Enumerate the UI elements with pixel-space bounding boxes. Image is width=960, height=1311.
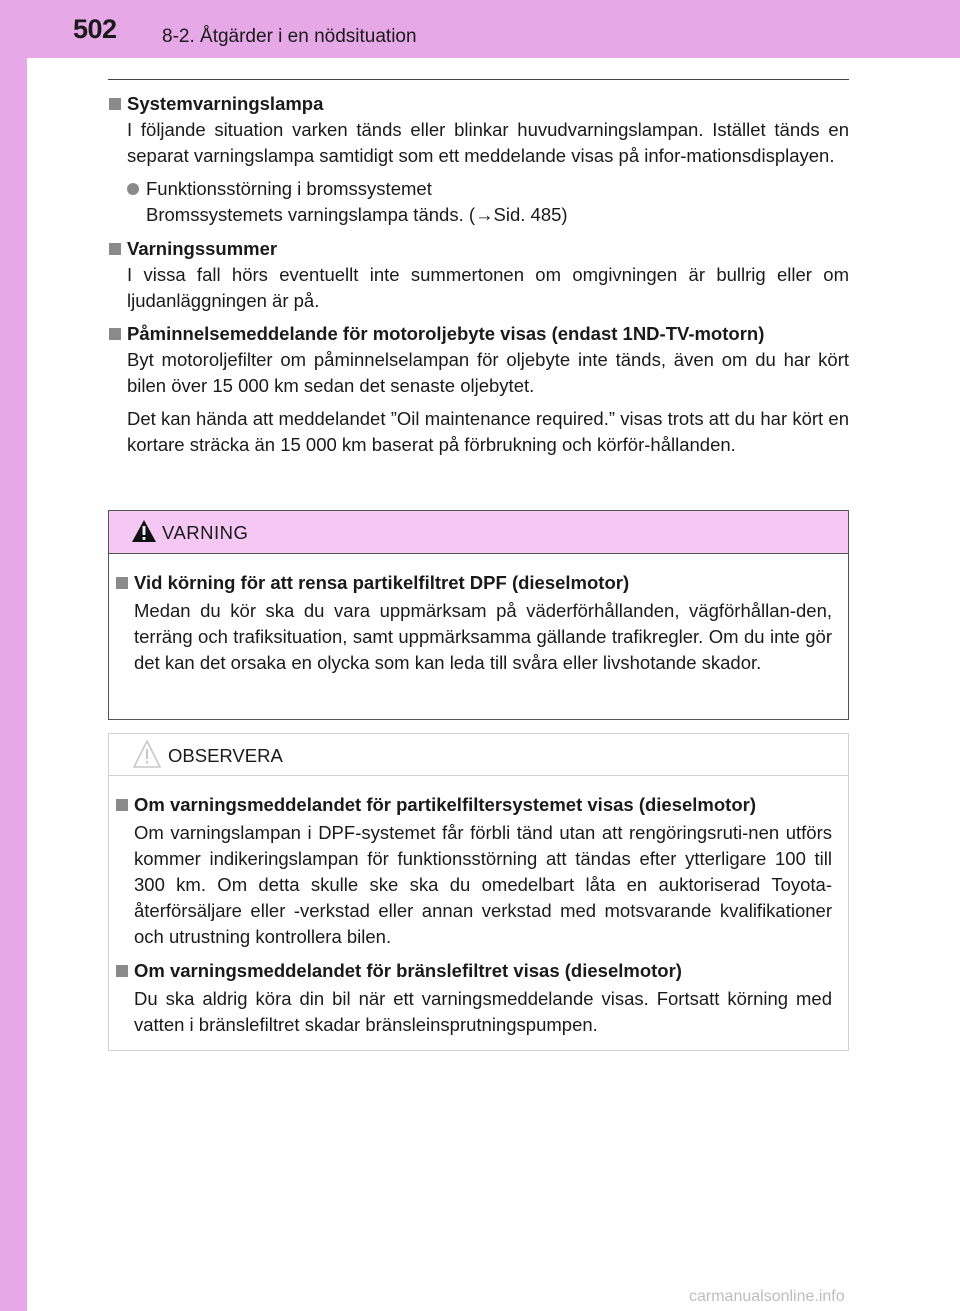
square-bullet-icon	[109, 328, 121, 340]
square-bullet-icon	[116, 577, 128, 589]
section-text: Det kan hända att meddelandet ”Oil maintenance required.” visas trots att du har kört en kortare sträcka än 15 000 km baserat på förbrukning och körför-hållanden.	[127, 408, 849, 455]
square-bullet-icon	[116, 965, 128, 977]
section-text: I vissa fall hörs eventuellt inte summertonen om omgivningen är bullrig eller om ljudanläggningen är på.	[127, 264, 849, 311]
bullet-item	[108, 176, 849, 228]
notice-text: Om varningslampan i DPF-systemet får förbli tänd utan att rengöringsruti-nen utförs kommer indikeringslampan för funktionsstörning att tändas efter ytterligare 100 till 300 km. Om detta skulle ske ska du omedelbart låta en auktoriserad Toyota-återförsäljare eller -verkstad eller annan verkstad med motsvarande kvalifikationer och utrustning kontrollera bilen.	[134, 822, 832, 947]
square-bullet-icon	[116, 799, 128, 811]
square-bullet-icon	[109, 98, 121, 110]
notice-title: OBSERVERA	[168, 745, 283, 766]
warning-header	[109, 511, 848, 554]
warning-heading: Vid körning för att rensa partikelfiltret DPF (dieselmotor)	[115, 570, 832, 596]
section-text: Byt motoroljefilter om påminnelselampan för oljebyte inte tänds, även om du har kört bilen över 15 000 km sedan det senaste oljebytet.	[127, 349, 849, 396]
side-color-strip	[0, 0, 27, 1311]
notice-body	[109, 776, 848, 1038]
notice-header	[109, 734, 848, 776]
warning-box	[108, 510, 849, 720]
section-heading: Varningssummer	[108, 236, 849, 262]
header-rule	[108, 79, 849, 80]
warning-text: Medan du kör ska du vara uppmärksam på väderförhållanden, vägförhållan-den, terräng och trafiksituation, samt uppmärksamma gällande trafikregler. Om du inte gör det kan det orsaka en olycka som kan leda till svåra eller livshotande skador.	[134, 600, 832, 673]
section-text: I följande situation varken tänds eller blinkar huvudvarningslampan. Istället tänds en separat varningslampa samtidigt som ett meddelande visas på infor-mationsdisplayen.	[127, 119, 849, 166]
section-heading: Systemvarningslampa	[108, 91, 849, 117]
caution-triangle-icon	[133, 739, 161, 769]
header-band	[0, 0, 960, 58]
warning-triangle-icon	[131, 519, 157, 543]
bullet-text: Bromssystemets varningslampa tänds. (→Sid. 485)	[146, 204, 568, 225]
main-content	[108, 88, 849, 465]
notice-heading: Om varningsmeddelandet för bränslefiltret visas (dieselmotor)	[115, 958, 832, 984]
notice-box	[108, 733, 849, 1051]
section-heading: Påminnelsemeddelande för motoroljebyte visas (endast 1ND-TV-motorn)	[108, 321, 849, 347]
page-number: 502	[73, 14, 117, 44]
bullet-title: Funktionsstörning i bromssystemet	[146, 178, 432, 199]
section-title: 8-2. Åtgärder i en nödsituation	[162, 26, 417, 47]
round-bullet-icon	[127, 183, 139, 195]
notice-heading: Om varningsmeddelandet för partikelfiltersystemet visas (dieselmotor)	[115, 792, 832, 818]
notice-text: Du ska aldrig köra din bil när ett varningsmeddelande visas. Fortsatt körning med vatten i bränslefiltret skadar bränsleinsprutningspumpen.	[134, 988, 832, 1035]
warning-title: VARNING	[162, 522, 249, 543]
watermark: carmanualsonline.info	[689, 1288, 845, 1305]
warning-body	[109, 554, 848, 676]
square-bullet-icon	[109, 243, 121, 255]
